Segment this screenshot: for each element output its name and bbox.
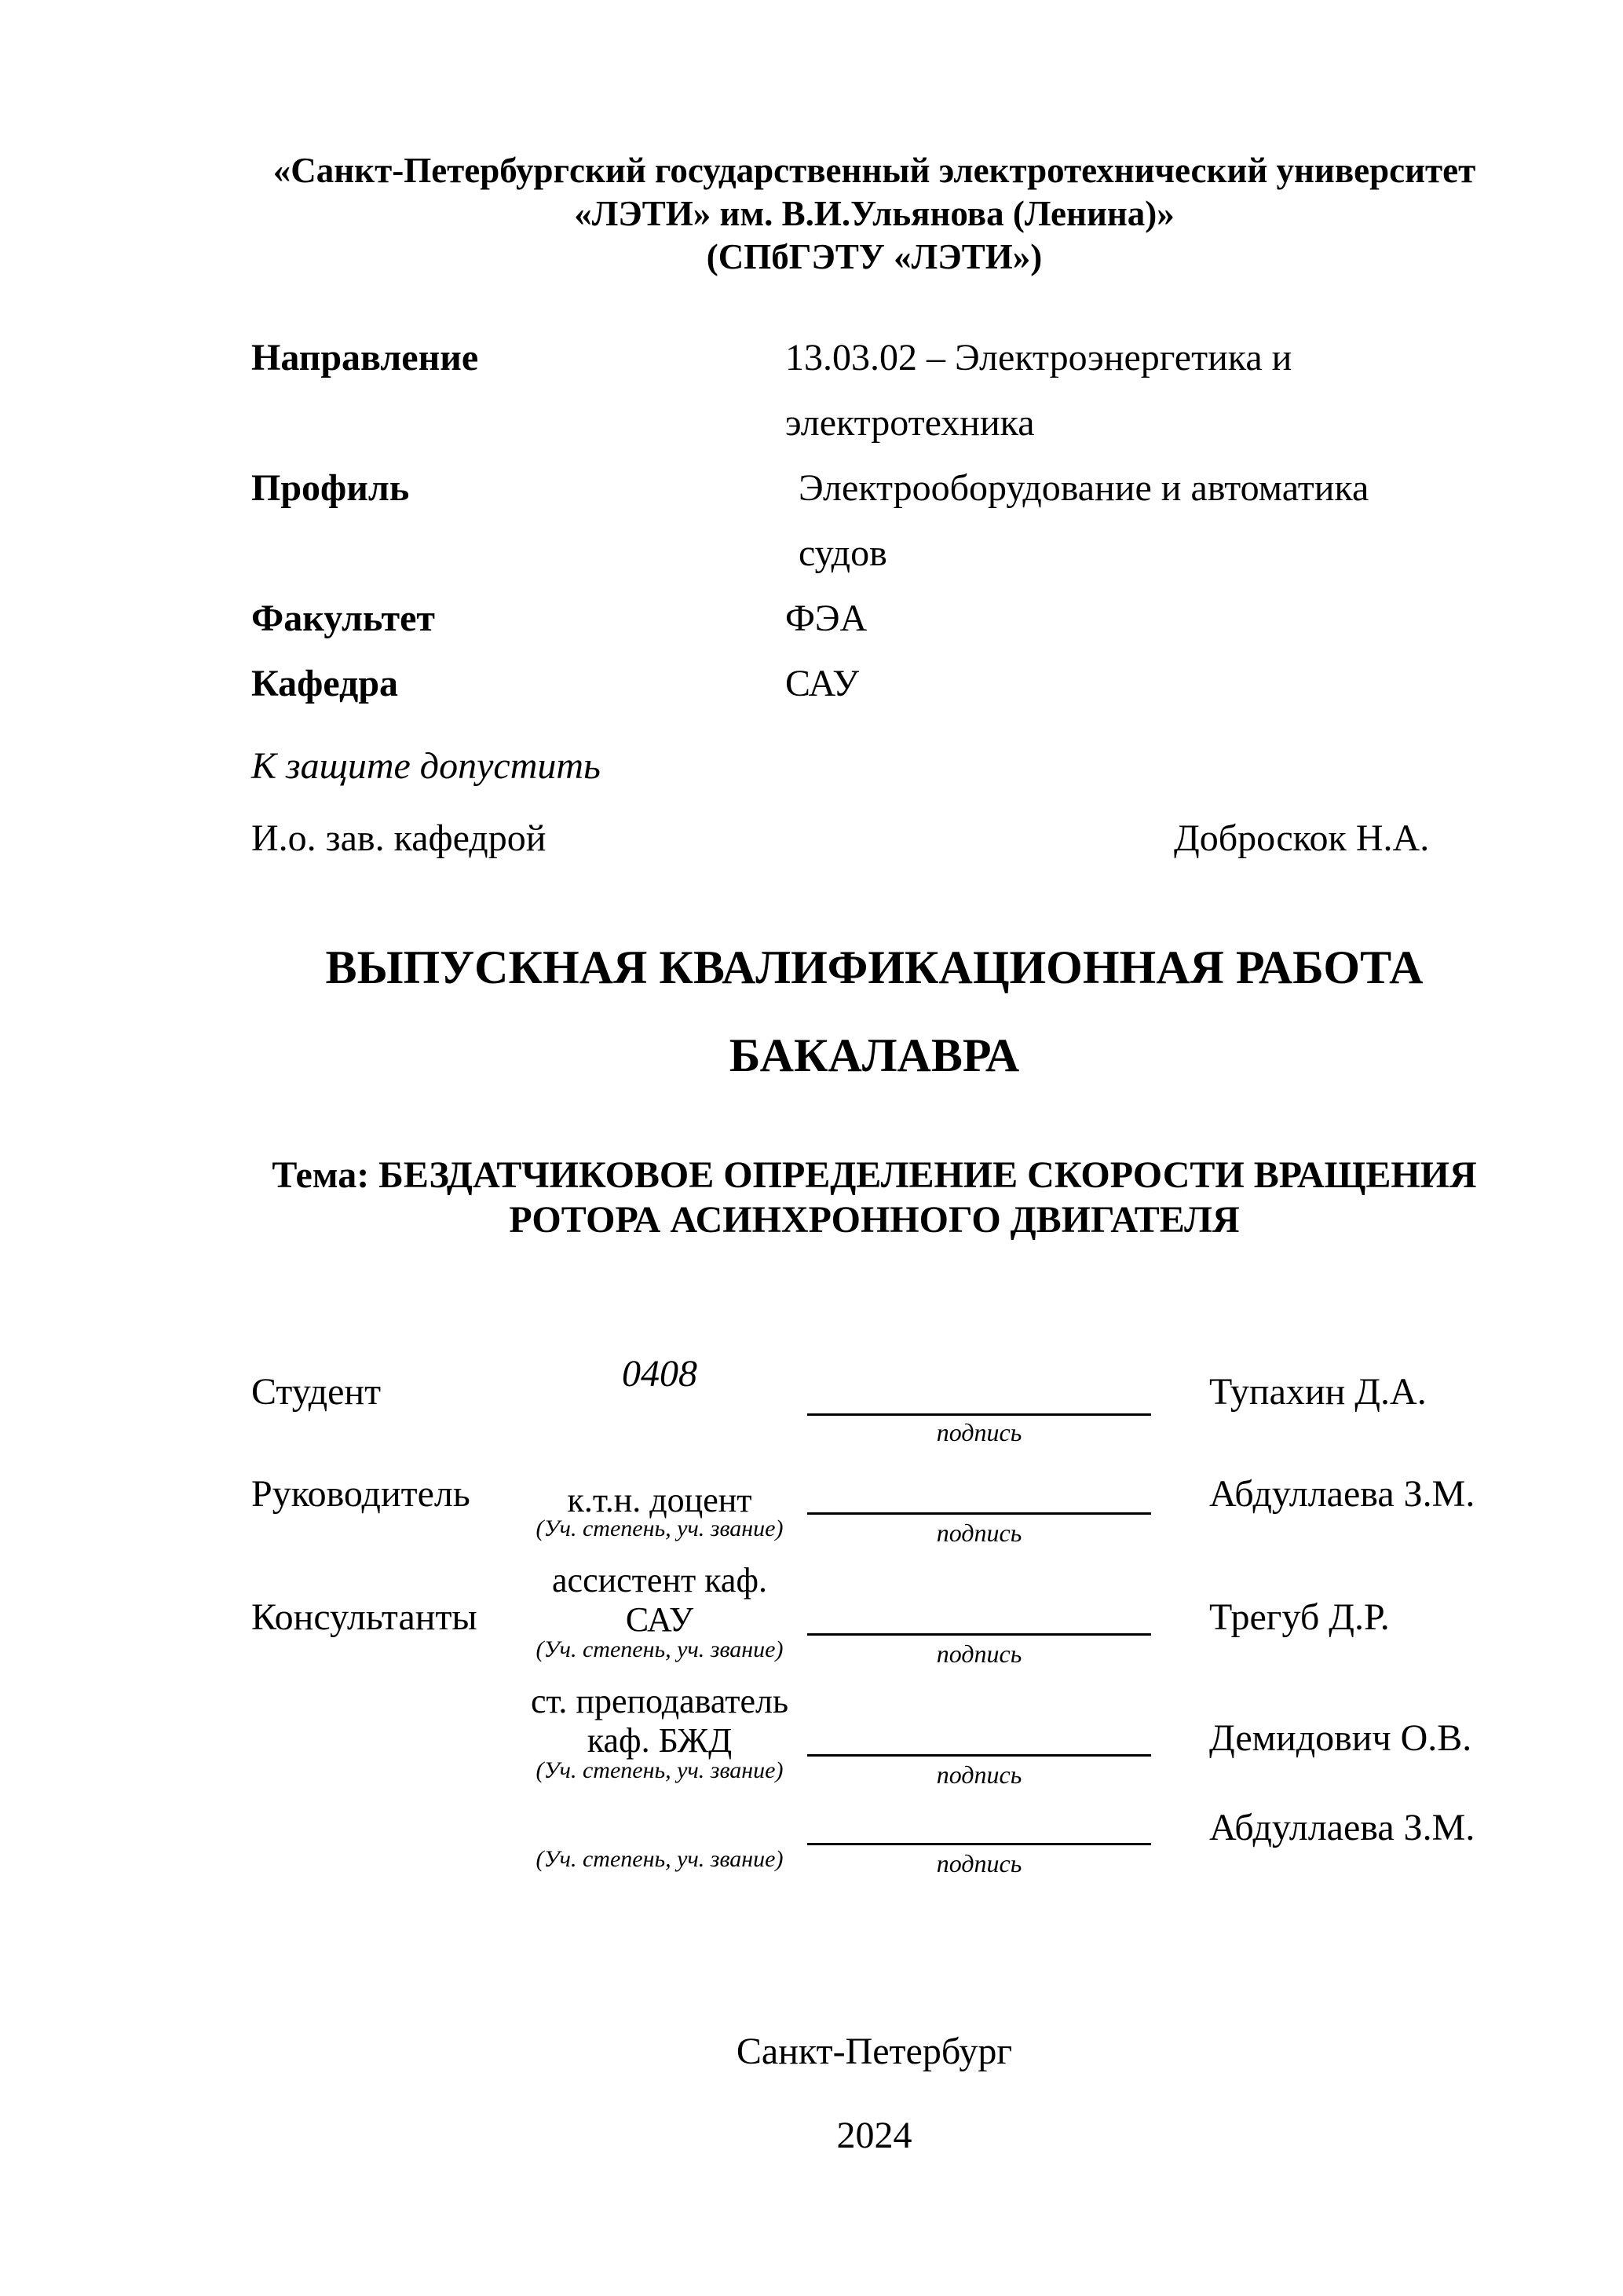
- direction-label: Направление: [251, 337, 479, 378]
- faculty-value: ФЭА: [785, 598, 868, 639]
- department-head-row: [251, 817, 1497, 860]
- consultant1-degree-line1: ассистент каф.: [552, 1561, 767, 1600]
- profile-row: [251, 466, 1497, 510]
- consultant3-signature-caption: подпись: [936, 1849, 1022, 1877]
- direction-value-line1: 13.03.02 – Электроэнергетика и: [785, 337, 1292, 378]
- student-name: Тупахин Д.А.: [1209, 1371, 1427, 1413]
- admit-to-defense-line: К защите допустить: [251, 745, 601, 787]
- supervisor-degree: к.т.н. доцент: [567, 1481, 752, 1519]
- profile-row-continued: [251, 532, 1497, 575]
- consultant2-degree-line1: ст. преподаватель: [530, 1682, 789, 1720]
- thesis-theme-line2: РОТОРА АСИНХРОННОГО ДВИГАТЕЛЯ: [509, 1199, 1240, 1241]
- consultant2-name: Демидович О.В.: [1209, 1717, 1472, 1759]
- consultant2-signature-caption: подпись: [936, 1760, 1022, 1789]
- department-value: САУ: [785, 663, 860, 704]
- page-content: [251, 0, 1497, 2296]
- student-role-label: Студент: [251, 1371, 382, 1413]
- consultant3-degree-caption: (Уч. степень, уч. звание): [536, 1846, 784, 1872]
- work-title-line1: ВЫПУСКНАЯ КВАЛИФИКАЦИОННАЯ РАБОТА: [325, 941, 1424, 993]
- consultant1-degree: [530, 1561, 789, 1640]
- student-signature-line: [807, 1413, 1151, 1416]
- thesis-theme-line1: Тема: БЕЗДАТЧИКОВОЕ ОПРЕДЕЛЕНИЕ СКОРОСТИ ВРАЩЕНИЯ: [272, 1154, 1477, 1196]
- consultant3-name: Абдуллаева З.М.: [1209, 1807, 1475, 1848]
- supervisor-signature-line: [807, 1512, 1151, 1515]
- student-group-number: 0408: [622, 1353, 697, 1395]
- consultant2-signature-line: [807, 1754, 1151, 1757]
- university-name-line1: «Санкт-Петербургский государственный электротехнический университет: [272, 151, 1476, 190]
- footer-year: 2024: [836, 2115, 912, 2156]
- supervisor-degree-caption: (Уч. степень, уч. звание): [536, 1515, 784, 1541]
- consultant2-degree-line2: каф. БЖД: [587, 1721, 733, 1760]
- department-label: Кафедра: [251, 663, 399, 704]
- consultants-role-label: Консультанты: [251, 1596, 477, 1638]
- department-row: [251, 662, 1497, 705]
- supervisor-signature-caption: подпись: [936, 1519, 1022, 1547]
- direction-value-line2: электротехника: [785, 402, 1035, 444]
- consultant1-degree-caption: (Уч. степень, уч. звание): [536, 1636, 784, 1662]
- consultant1-name: Трегуб Д.Р.: [1209, 1596, 1390, 1638]
- thesis-theme: [251, 1153, 1497, 1242]
- university-header: [251, 149, 1497, 279]
- student-signature-caption: подпись: [936, 1418, 1022, 1446]
- consultant1-signature-caption: подпись: [936, 1640, 1022, 1668]
- supervisor-name: Абдуллаева З.М.: [1209, 1473, 1475, 1515]
- consultant2-degree: [530, 1682, 789, 1760]
- direction-row: [251, 336, 1497, 379]
- footer-city: Санкт-Петербург: [736, 2031, 1013, 2072]
- university-name-line2: «ЛЭТИ» им. В.И.Ульянова (Ленина)»: [574, 194, 1175, 233]
- profile-value-line1: Электрооборудование и автоматика: [799, 467, 1369, 509]
- department-head-name: Доброскок Н.А.: [1174, 817, 1430, 859]
- university-abbreviation: (СПбГЭТУ «ЛЭТИ»): [706, 237, 1043, 276]
- work-title: [251, 923, 1497, 1099]
- consultant1-degree-line2: САУ: [625, 1600, 694, 1639]
- faculty-label: Факультет: [251, 598, 435, 639]
- department-head-position: И.о. зав. кафедрой: [251, 817, 546, 859]
- supervisor-role-label: Руководитель: [251, 1473, 470, 1515]
- consultant3-signature-line: [807, 1843, 1151, 1845]
- consultant1-signature-line: [807, 1633, 1151, 1636]
- faculty-row: [251, 597, 1497, 640]
- consultant2-degree-caption: (Уч. степень, уч. звание): [536, 1757, 784, 1783]
- direction-row-continued: [251, 401, 1497, 444]
- profile-value-line2: судов: [799, 532, 887, 574]
- work-title-line2: БАКАЛАВРА: [729, 1029, 1020, 1081]
- profile-label: Профиль: [251, 467, 410, 509]
